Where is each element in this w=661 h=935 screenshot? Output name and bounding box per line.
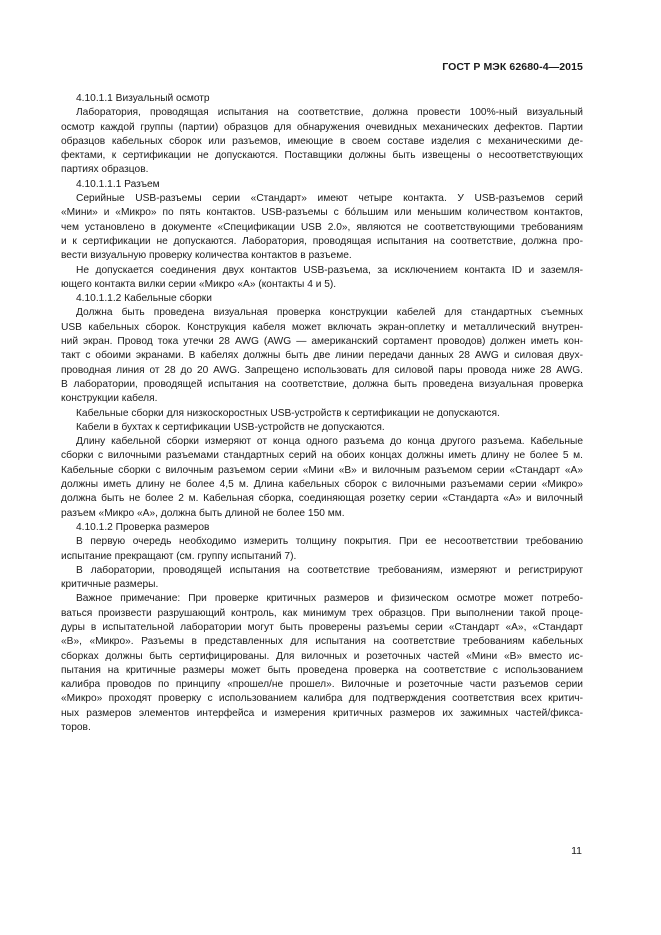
text-line: осмотр каждой группы (партии) образцов для обнаружения очевидных механических дефектов. Партии (61, 121, 583, 133)
text-line: испытание прекращают (см. группу испытаний 7). (61, 550, 297, 562)
text-line: «Мини» и «Микро» по пять контактов. USB-разъемы с бо́льшим или меньшим количеством контактов, (61, 207, 583, 219)
text-line: ваться произвести разрушающий контроль, как минимум трех образцов. При выполнении такой проце- (61, 607, 583, 619)
text-line: дуры в испытательной лаборатории могут быть проверены разъемы серии «Стандарт «А», «Стандарт (61, 621, 583, 633)
text-line: сборках должны быть сертифицированы. Для вилочных и розеточных частей «Мини «В» вместо ис- (61, 650, 583, 662)
text-line: 4.10.1.1.2 Кабельные сборки (76, 293, 212, 305)
text-line: В лаборатории, проводящей испытания на соответствие требованиям, измеряют и регистрируют (76, 564, 583, 576)
document-body (61, 92, 583, 735)
text-line: торов. (61, 722, 91, 734)
text-line: проводная линия от 28 до 20 AWG. Запрещено использовать для силовой пары провода ниже 28 AWG. (61, 364, 583, 376)
text-line: Кабельные сборки для низкоскоростных USB-устройств к сертификации не допускаются. (76, 407, 500, 419)
text-line: «Микро» проходят проверку с использованием калибра для подтверждения соответствия всех критич- (61, 693, 583, 705)
text-line: Длину кабельной сборки измеряют от конца одного разъема до конца другого разъема. Кабельные (76, 436, 583, 448)
text-line: образцов кабельных сборок или разъемов, имеющие в своем составе изделия с механическими де- (61, 135, 583, 147)
document-header-code: ГОСТ Р МЭК 62680-4—2015 (442, 61, 583, 73)
text-line: должны иметь длину не более 4,5 м. Длина кабельных сборок с вилочными разъемами серии «Микро» (61, 479, 583, 491)
text-line: партиях образцов. (61, 164, 149, 176)
text-line: фектами, к сертификации не допускаются. Поставщики должны быть извещены о несоответствующих (61, 150, 583, 162)
text-line: калибра проводов по принципу «прошел/не прошел». Вилочные и розеточные части разъемов серии (61, 679, 583, 691)
text-line: Не допускается соединения двух контактов USB-разъема, за исключением контакта ID и заземля- (76, 264, 583, 276)
text-line: 4.10.1.2 Проверка размеров (76, 521, 210, 533)
text-line: ний экран. Провод тока утечки 28 AWG (AWG — американский сортамент проводов) должен иметь кон- (61, 336, 583, 348)
text-line: Серийные USB-разъемы серии «Стандарт» имеют четыре контакта. У USB-разъемов серий (76, 193, 583, 205)
text-line: Важное примечание: При проверке критичных размеров и физическом осмотре может потребо- (76, 593, 583, 605)
text-line: ющего контакта вилки серии «Микро «А» (контакты 4 и 5). (61, 278, 337, 290)
text-line: чем установлено в документе «Спецификации USB 2.0», являются не соответствующими требованиям (61, 221, 583, 233)
text-line: вести визуальную проверку количества контактов в разъеме. (61, 250, 352, 262)
text-line: сборки с вилочными разъемами стандартных серий на обоих концах должны иметь длину не более 5 м. (61, 450, 583, 462)
text-line: такт с обоими экранами. В кабелях должны быть две линии передачи данных 28 AWG и силовая двух- (61, 350, 583, 362)
text-line: «В», «Микро». Разъемы в представленных для испытания на соответствие требованиям кабельных (61, 636, 583, 648)
text-line: ных размеров элементов интерфейса и измерения критичных размеров их зажимных частей/фикса- (61, 707, 583, 719)
text-line: Лаборатория, проводящая испытания на соответствие, должна провести 100%-ный визуальный (76, 107, 583, 119)
text-line: Должна быть проведена визуальная проверка конструкции кабелей для стандартных съемных (76, 307, 583, 319)
text-line: В первую очередь необходимо измерить толщину покрытия. При ее несоответствии требованию (76, 536, 583, 548)
text-line: должна быть не более 2 м. Кабельная сборка, соединяющая розетку серии «Стандарта «А» и вилочный (61, 493, 583, 505)
text-line: и к сертификации не допускаются. Лаборатория, проводящая испытания на соответствие, должна про- (61, 235, 583, 247)
text-line: 4.10.1.1.1 Разъем (76, 178, 160, 190)
text-line: 4.10.1.1 Визуальный осмотр (76, 93, 210, 104)
text-line: критичные размеры. (61, 579, 159, 591)
text-line: В лаборатории, проводящей испытания на соответствие, должна быть проведена визуальная проверка (61, 378, 583, 390)
text-line: конструкции кабеля. (61, 393, 158, 405)
text-line: пытания на критичные размеры может быть проведена проверка на соответствие с использованием (61, 664, 583, 676)
text-line: Кабельные сборки с вилочным разъемом серии «Мини «В» и вилочным разъемом серии «Стандарт «А» (61, 464, 583, 476)
page-number: 11 (571, 845, 582, 857)
text-line: Кабели в бухтах к сертификации USB-устройств не допускаются. (76, 421, 385, 433)
text-line: USB кабельных сборок. Конструкция кабеля может включать экран-оплетку и металлический внутрен- (61, 321, 583, 333)
text-line: разъем «Микро «А», должна быть длиной не более 150 мм. (61, 507, 345, 519)
